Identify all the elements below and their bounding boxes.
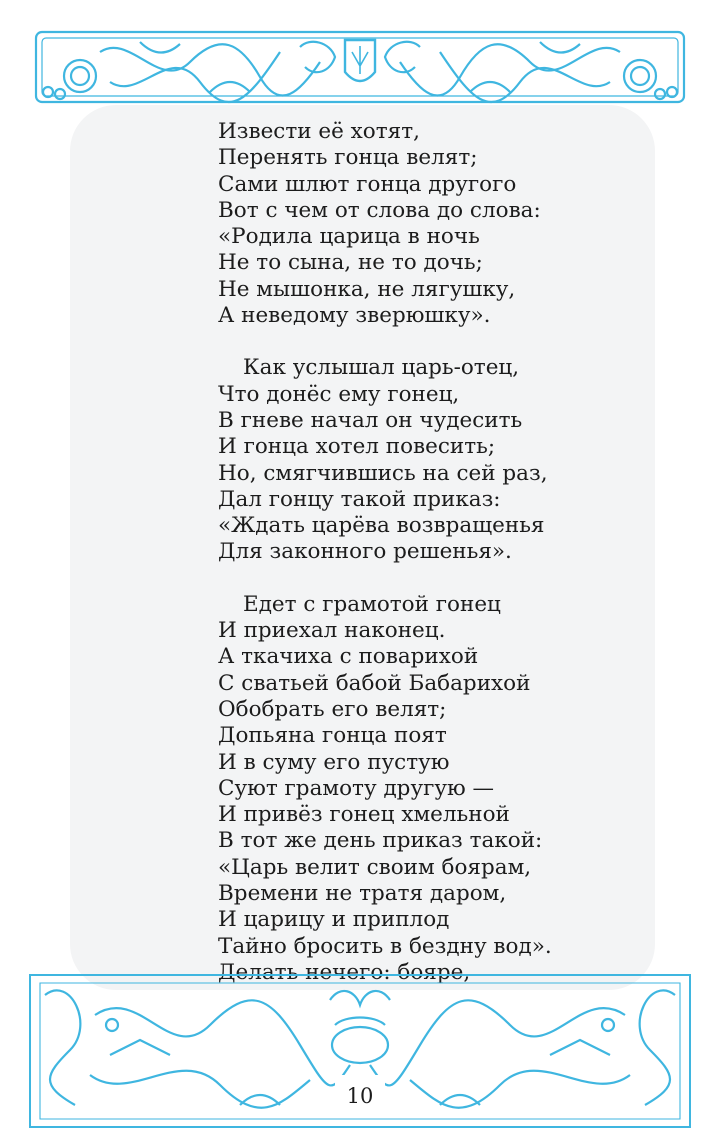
poem-line: И в суму его пустую xyxy=(218,749,450,775)
poem-line: С сватьей бабой Бабарихой xyxy=(218,670,531,696)
poem-line: Допьяна гонца поят xyxy=(218,723,447,749)
poem-line: Извести её хотят, xyxy=(218,119,420,144)
poem-line: Времени не тратя даром, xyxy=(218,881,507,907)
poem-line: В тот же день приказ такой: xyxy=(218,828,543,854)
poem-line: Как услышал царь-отец, xyxy=(243,355,520,381)
poem-line: Тайно бросить в бездну вод». xyxy=(218,933,552,959)
poem-line: В гневе начал он чудесить xyxy=(218,407,523,433)
poem-line: Вот с чем от слова до слова: xyxy=(218,197,541,223)
poem-line: Не мышонка, не лягушку, xyxy=(218,276,516,302)
poem-line: И царицу и приплод xyxy=(218,907,450,933)
poem-line: «Царь велит своим боярам, xyxy=(218,854,532,880)
poem-line: Суют грамоту другую — xyxy=(218,775,495,801)
poem-line: Делать нечего: бояре, xyxy=(218,959,471,985)
stanza-2 xyxy=(218,355,658,565)
poem-line: Дал гонцу такой приказ: xyxy=(218,486,501,512)
stanza-1 xyxy=(218,119,658,329)
poem-line: Что донёс ему гонец, xyxy=(218,381,460,407)
page-number: 10 xyxy=(346,1084,374,1108)
poem-line: Сами шлют гонца другого xyxy=(218,171,517,197)
poem-line: Перенять гонца велят; xyxy=(218,145,478,171)
poem-line: А неведому зверюшку». xyxy=(218,303,491,329)
stanza-3 xyxy=(218,592,658,986)
poem-line: Едет с грамотой гонец xyxy=(243,591,501,617)
poem-text xyxy=(218,119,658,1012)
poem-line: «Родила царица в ночь xyxy=(218,224,480,250)
top-ornament-border xyxy=(0,22,720,112)
poem-line: И гонца хотел повесить; xyxy=(218,434,496,460)
bottom-ornament-border xyxy=(0,955,720,1145)
poem-line: Но, смягчившись на сей раз, xyxy=(218,460,548,486)
poem-line: Обобрать его велят; xyxy=(218,696,447,722)
poem-line: «Ждать царёва возвращенья xyxy=(218,513,545,539)
poem-line: Для законного решенья». xyxy=(218,539,512,565)
poem-line: Не то сына, не то дочь; xyxy=(218,250,483,276)
poem-line: И привёз гонец хмельной xyxy=(218,802,510,828)
poem-line: И приехал наконец. xyxy=(218,618,446,644)
poem-line: А ткачиха с поварихой xyxy=(218,644,479,670)
